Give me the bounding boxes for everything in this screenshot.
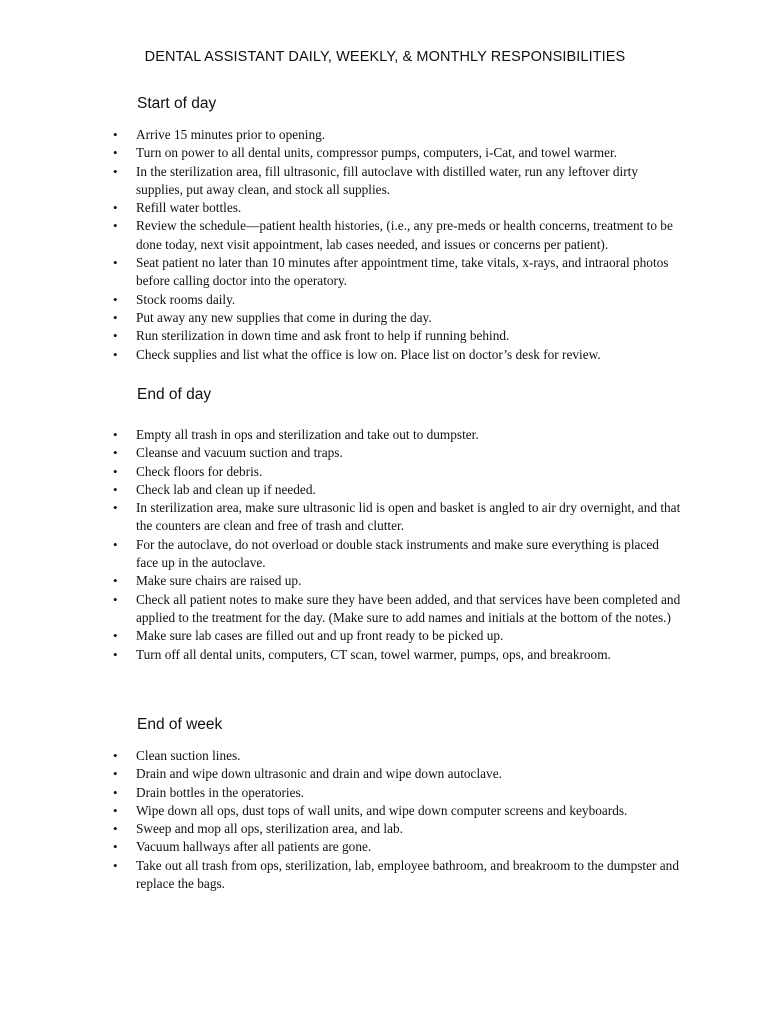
bullet-icon: • <box>113 784 118 800</box>
bullet-icon: • <box>113 481 118 497</box>
list-item <box>0 857 684 894</box>
list-item <box>0 217 684 254</box>
bullet-icon: • <box>113 346 118 362</box>
list-item-text: Check floors for debris. <box>136 463 263 479</box>
bullet-icon: • <box>113 163 118 179</box>
list-item <box>0 309 684 327</box>
list-item-text: Check lab and clean up if needed. <box>136 481 316 497</box>
bullet-icon: • <box>113 445 118 461</box>
list-item-text: Make sure chairs are raised up. <box>136 573 302 589</box>
bullet-icon: • <box>113 145 118 161</box>
bullet-icon: • <box>113 591 118 607</box>
list-item-text: Check supplies and list what the office is low on. Place list on doctor’s desk for review. <box>136 346 601 362</box>
list-item <box>0 765 684 783</box>
list-item <box>0 126 684 144</box>
list-item-text: Review the schedule—patient health histories, (i.e., any pre-meds or health concerns, treatment to be done today, next visit appointment, lab cases needed, and issues or concerns per patient). <box>136 218 673 252</box>
list-item <box>0 327 684 345</box>
list-item-text: Run sterilization in down time and ask front to help if running behind. <box>136 328 510 344</box>
list-item-text: Vacuum hallways after all patients are gone. <box>136 839 372 855</box>
bullet-icon: • <box>113 802 118 818</box>
bullet-icon: • <box>113 536 118 552</box>
list-item-text: Check all patient notes to make sure they have been added, and that services have been completed and applied to the treatment for the day. (Make sure to add names and initials at the bottom of the notes.) <box>136 591 681 625</box>
bullet-icon: • <box>113 857 118 873</box>
list-item <box>0 463 684 481</box>
section-heading: Start of day <box>137 95 217 112</box>
list-item <box>0 591 684 628</box>
list-item <box>0 291 684 309</box>
list-item-text: Clean suction lines. <box>136 748 241 763</box>
list-item-text: Empty all trash in ops and sterilization and take out to dumpster. <box>136 427 479 442</box>
list-item-text: For the autoclave, do not overload or double stack instruments and make sure everything is placed face up in the autoclave. <box>136 536 659 571</box>
bullet-icon: • <box>113 748 118 763</box>
bullet-icon: • <box>113 573 118 589</box>
list-item-text: Put away any new supplies that come in during the day. <box>136 309 432 325</box>
list-item-text: Arrive 15 minutes prior to opening. <box>136 127 326 142</box>
bullet-icon: • <box>113 500 118 516</box>
list-item <box>0 536 684 573</box>
list-item <box>0 627 684 645</box>
list-item-text: Turn off all dental units, computers, CT scan, towel warmer, pumps, ops, and breakroom. <box>136 646 611 662</box>
task-list <box>0 747 684 893</box>
list-item <box>0 820 684 838</box>
list-item <box>0 572 684 590</box>
bullet-icon: • <box>113 427 118 442</box>
list-item-text: Drain bottles in the operatories. <box>136 784 305 800</box>
list-item <box>0 838 684 856</box>
list-item-text: Drain and wipe down ultrasonic and drain and wipe down autoclave. <box>136 766 502 782</box>
list-item-text: Stock rooms daily. <box>136 291 236 307</box>
list-item-text: Refill water bottles. <box>136 200 242 216</box>
task-list <box>0 426 684 664</box>
list-item <box>0 747 684 765</box>
task-list <box>0 126 684 364</box>
list-item-text: Sweep and mop all ops, sterilization area, and lab. <box>136 821 403 837</box>
list-item <box>0 163 684 200</box>
document-title: DENTAL ASSISTANT DAILY, WEEKLY, & MONTHLY RESPONSIBILITIES <box>144 49 626 65</box>
bullet-icon: • <box>113 463 118 479</box>
bullet-icon: • <box>113 127 118 142</box>
list-item <box>0 499 684 536</box>
list-item-text: In the sterilization area, fill ultrasonic, fill autoclave with distilled water, run any leftover dirty supplies, put away clean, and stock all supplies. <box>136 163 638 197</box>
list-item <box>0 481 684 499</box>
list-item-text: Make sure lab cases are filled out and up front ready to be picked up. <box>136 628 504 644</box>
list-item <box>0 426 684 444</box>
list-item <box>0 784 684 802</box>
list-item <box>0 254 684 291</box>
bullet-icon: • <box>113 328 118 344</box>
list-item-text: Cleanse and vacuum suction and traps. <box>136 445 343 461</box>
bullet-icon: • <box>113 309 118 325</box>
list-item <box>0 444 684 462</box>
bullet-icon: • <box>113 766 118 782</box>
section-heading: End of day <box>137 386 212 403</box>
bullet-icon: • <box>113 628 118 644</box>
bullet-icon: • <box>113 200 118 216</box>
section-heading: End of week <box>137 716 223 733</box>
list-item <box>0 802 684 820</box>
bullet-icon: • <box>113 646 118 662</box>
list-item-text: Take out all trash from ops, sterilization, lab, employee bathroom, and breakroom to the dumpster and replace the bags. <box>136 857 679 892</box>
list-item-text: Wipe down all ops, dust tops of wall units, and wipe down computer screens and keyboards. <box>136 802 628 818</box>
list-item-text: In sterilization area, make sure ultrasonic lid is open and basket is angled to air dry overnight, and that the counters are clean and free of trash and clutter. <box>136 500 681 534</box>
list-item <box>0 346 684 364</box>
bullet-icon: • <box>113 255 118 271</box>
list-item-text: Turn on power to all dental units, compressor pumps, computers, i-Cat, and towel warmer. <box>136 145 618 161</box>
bullet-icon: • <box>113 839 118 855</box>
bullet-icon: • <box>113 821 118 837</box>
bullet-icon: • <box>113 218 118 234</box>
list-item <box>0 646 684 664</box>
list-item <box>0 199 684 217</box>
list-item-text: Seat patient no later than 10 minutes after appointment time, take vitals, x-rays, and intraoral photos before calling doctor into the operatory. <box>136 255 669 289</box>
list-item <box>0 144 684 162</box>
bullet-icon: • <box>113 291 118 307</box>
